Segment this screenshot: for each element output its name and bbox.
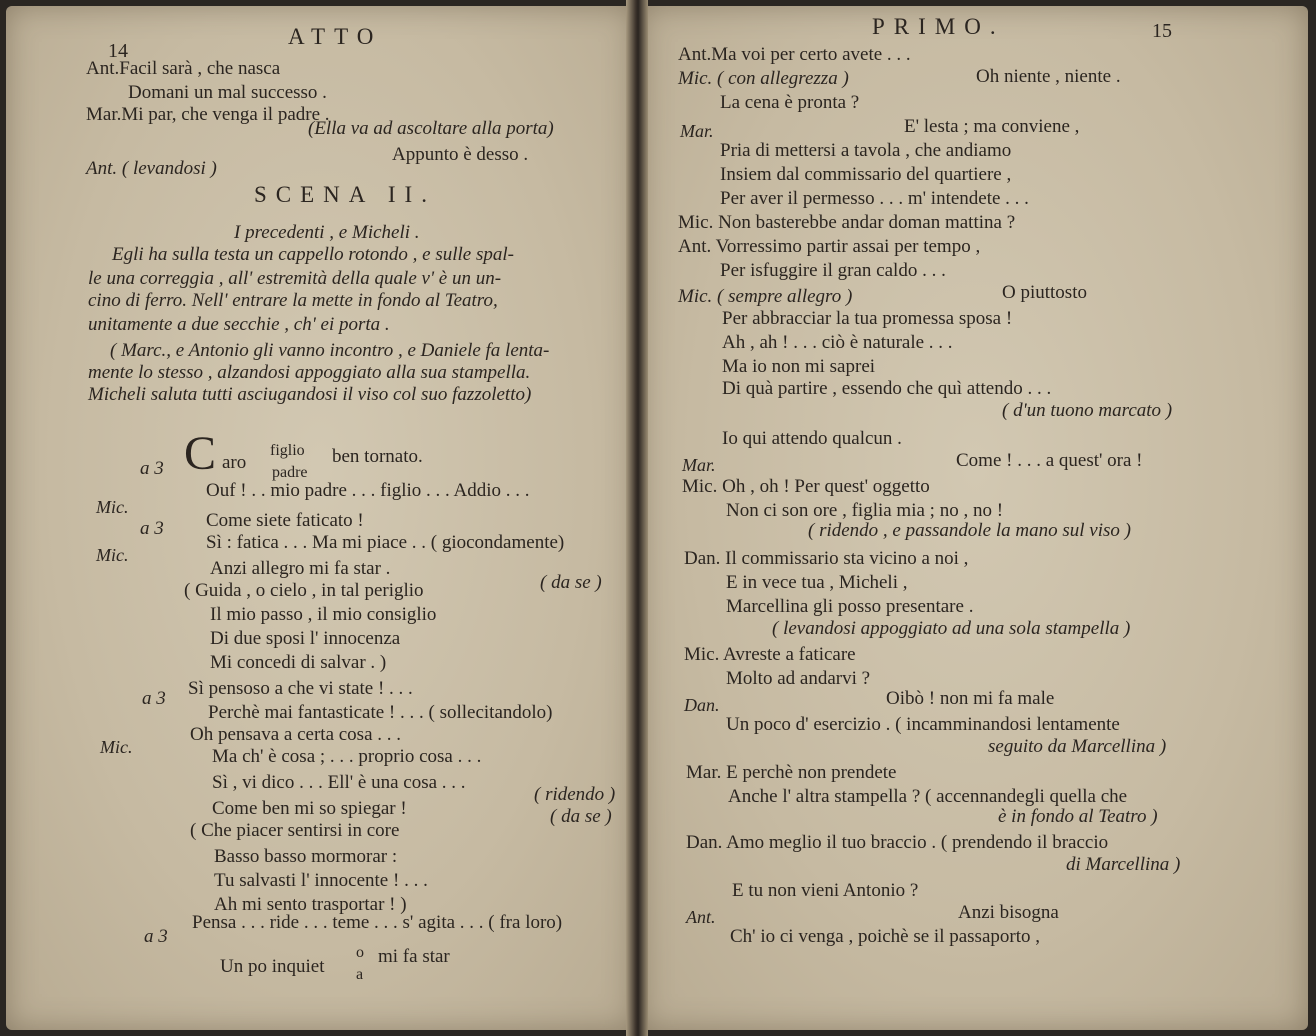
speaker-label: Ant. ( levandosi ) — [86, 158, 217, 179]
text-line: Non ci son ore , figlia mia ; no , no ! — [726, 500, 1004, 521]
text-line: o — [356, 944, 364, 961]
stage-direction: Micheli saluta tutti asciugandosi il viso col suo fazzoletto) — [88, 384, 532, 405]
text-line: mi fa star — [378, 946, 450, 967]
text-line: Ch' io ci venga , poichè se il passaporto , — [730, 926, 1040, 947]
running-head-left: ATTO — [288, 24, 383, 49]
page-number-right: 15 — [1152, 20, 1172, 42]
text-line: Ma ch' è cosa ; . . . proprio cosa . . . — [212, 746, 482, 767]
text-line: Dan. Il commissario sta vicino a noi , — [684, 548, 969, 569]
text-line: Ant.Facil sarà , che nasca — [86, 58, 281, 79]
text-line: O piuttosto — [1002, 282, 1087, 303]
text-line: figlio — [270, 442, 305, 459]
speaker-label: Mic. — [96, 497, 129, 517]
text-line: Sì pensoso a che vi state ! . . . — [188, 678, 413, 699]
text-line: Anche l' altra stampella ? ( accennandegli quella che — [728, 786, 1128, 807]
text-line: E' lesta ; ma conviene , — [904, 116, 1080, 137]
text-line: Appunto è desso . — [392, 144, 529, 165]
text-line: Mic. Avreste a faticare — [684, 644, 856, 665]
book-gutter — [626, 0, 648, 1036]
text-line: Ant.Ma voi per certo avete . . . — [678, 44, 911, 65]
text-line: Mar. E perchè non prendete — [686, 762, 897, 783]
text-line: ( Che piacer sentirsi in core — [190, 820, 400, 841]
speaker-label: Mic. — [96, 545, 129, 565]
stage-direction: Egli ha sulla testa un cappello rotondo , e sulle spal- — [112, 244, 514, 265]
text-line: Un poco d' esercizio . ( incamminandosi lentamente — [726, 714, 1120, 735]
stage-direction: ( da se ) — [540, 572, 602, 593]
text-line: Ah mi sento trasportar ! ) — [214, 894, 407, 915]
speaker-label: Ant. — [686, 907, 716, 927]
text-line: E in vece tua , Micheli , — [726, 572, 908, 593]
text-line: Mic. Oh , oh ! Per quest' oggetto — [682, 476, 930, 497]
text-line: Come siete faticato ! — [206, 510, 364, 531]
text-line: Di due sposi l' innocenza — [210, 628, 401, 649]
text-line: Il mio passo , il mio consiglio — [210, 604, 437, 625]
speaker-label: Dan. — [684, 695, 720, 715]
speaker-label: Mic. ( con allegrezza ) — [678, 68, 849, 89]
text-line: Marcellina gli posso presentare . — [726, 596, 974, 617]
stage-direction: ( d'un tuono marcato ) — [1002, 400, 1173, 421]
stage-direction: di Marcellina ) — [1066, 854, 1181, 875]
text-line: Basso basso mormorar : — [214, 846, 398, 867]
text-line: Ma io non mi saprei — [722, 356, 876, 377]
text-line: Insiem dal commissario del quartiere , — [720, 164, 1012, 185]
text-line: Mic. Non basterebbe andar doman mattina ? — [678, 212, 1016, 233]
stage-direction: I precedenti , e Micheli . — [234, 222, 420, 243]
stage-direction: mente lo stesso , alzandosi appoggiato alla sua stampella. — [88, 362, 531, 383]
text-line: Io qui attendo qualcun . — [722, 428, 902, 449]
text-line: Oh niente , niente . — [976, 66, 1121, 87]
text-line: Per aver il permesso . . . m' intendete . . . — [720, 188, 1029, 209]
a3-marker: a 3 — [140, 518, 164, 539]
text-line: Per abbracciar la tua promessa sposa ! — [722, 308, 1013, 329]
running-head-right: PRIMO. — [872, 14, 1005, 39]
text-line: Mar.Mi par, che venga il padre . — [86, 104, 330, 125]
text-line: Anzi bisogna — [958, 902, 1059, 923]
text-line: Come ! . . . a quest' ora ! — [956, 450, 1143, 471]
stage-direction: ( Marc., e Antonio gli vanno incontro , e Daniele fa lenta- — [110, 340, 550, 361]
a3-marker: a 3 — [142, 688, 166, 709]
stage-direction: è in fondo al Teatro ) — [998, 806, 1158, 827]
text-line: aro — [222, 452, 247, 473]
text-line: ben tornato. — [332, 446, 423, 467]
speaker-label: Mic. — [100, 737, 133, 757]
text-line: Mi concedi di salvar . ) — [210, 652, 387, 673]
text-line: a — [356, 966, 364, 983]
scene-heading: SCENA II. — [254, 182, 436, 207]
text-line: Oibò ! non mi fa male — [886, 688, 1055, 709]
stage-direction: ( da se ) — [550, 806, 612, 827]
text-line: Pensa . . . ride . . . teme . . . s' agita . . . ( fra loro) — [192, 912, 563, 933]
stage-direction: (Ella va ad ascoltare alla porta) — [308, 118, 554, 139]
text-line: Ouf ! . . mio padre . . . figlio . . . Addio . . . — [206, 480, 530, 501]
text-line: padre — [272, 464, 308, 481]
stage-direction: ( levandosi appoggiato ad una sola stampella ) — [772, 618, 1131, 639]
stage-direction: ( ridendo , e passandole la mano sul viso ) — [808, 520, 1131, 541]
text-line: Tu salvasti l' innocente ! . . . — [214, 870, 428, 891]
stage-direction: seguito da Marcellina ) — [988, 736, 1167, 757]
stage-direction: le una correggia , all' estremità della quale v' è un un- — [88, 268, 502, 289]
text-line: Di quà partire , essendo che quì attendo . . . — [722, 378, 1052, 399]
text-line: E tu non vieni Antonio ? — [732, 880, 919, 901]
text-line: Come ben mi so spiegar ! — [212, 798, 407, 819]
drop-capital: C — [184, 427, 217, 480]
text-line: Anzi allegro mi fa star . — [210, 558, 391, 579]
speaker-label: Mar. — [680, 121, 714, 141]
stage-direction: ( ridendo ) — [534, 784, 616, 805]
page-number-left: 14 — [108, 40, 128, 62]
a3-marker: a 3 — [140, 458, 164, 479]
stage-direction: cino di ferro. Nell' entrare la mette in fondo al Teatro, — [88, 290, 498, 311]
stage-direction: unitamente a due secchie , ch' ei porta . — [88, 314, 390, 335]
text-line: Per isfuggire il gran caldo . . . — [720, 260, 946, 281]
text-line: Un po inquiet — [220, 956, 325, 977]
speaker-label: Mar. — [682, 455, 716, 475]
speaker-label: Mic. ( sempre allegro ) — [678, 286, 853, 307]
text-line: Domani un mal successo . — [128, 82, 327, 103]
text-line: Perchè mai fantasticate ! . . . ( sollecitandolo) — [208, 702, 553, 723]
text-line: Ah , ah ! . . . ciò è naturale . . . — [722, 332, 953, 353]
a3-marker: a 3 — [144, 926, 168, 947]
text-line: Molto ad andarvi ? — [726, 668, 871, 689]
text-line: Sì , vi dico . . . Ell' è una cosa . . . — [212, 772, 466, 793]
text-line: Dan. Amo meglio il tuo braccio . ( prendendo il braccio — [686, 832, 1109, 853]
text-line: La cena è pronta ? — [720, 92, 860, 113]
text-line: Oh pensava a certa cosa . . . — [190, 724, 402, 745]
text-line: Sì : fatica . . . Ma mi piace . . ( giocondamente) — [206, 532, 565, 553]
text-line: Pria di mettersi a tavola , che andiamo — [720, 140, 1012, 161]
text-line: Ant. Vorressimo partir assai per tempo , — [678, 236, 981, 257]
text-line: ( Guida , o cielo , in tal periglio — [184, 580, 424, 601]
